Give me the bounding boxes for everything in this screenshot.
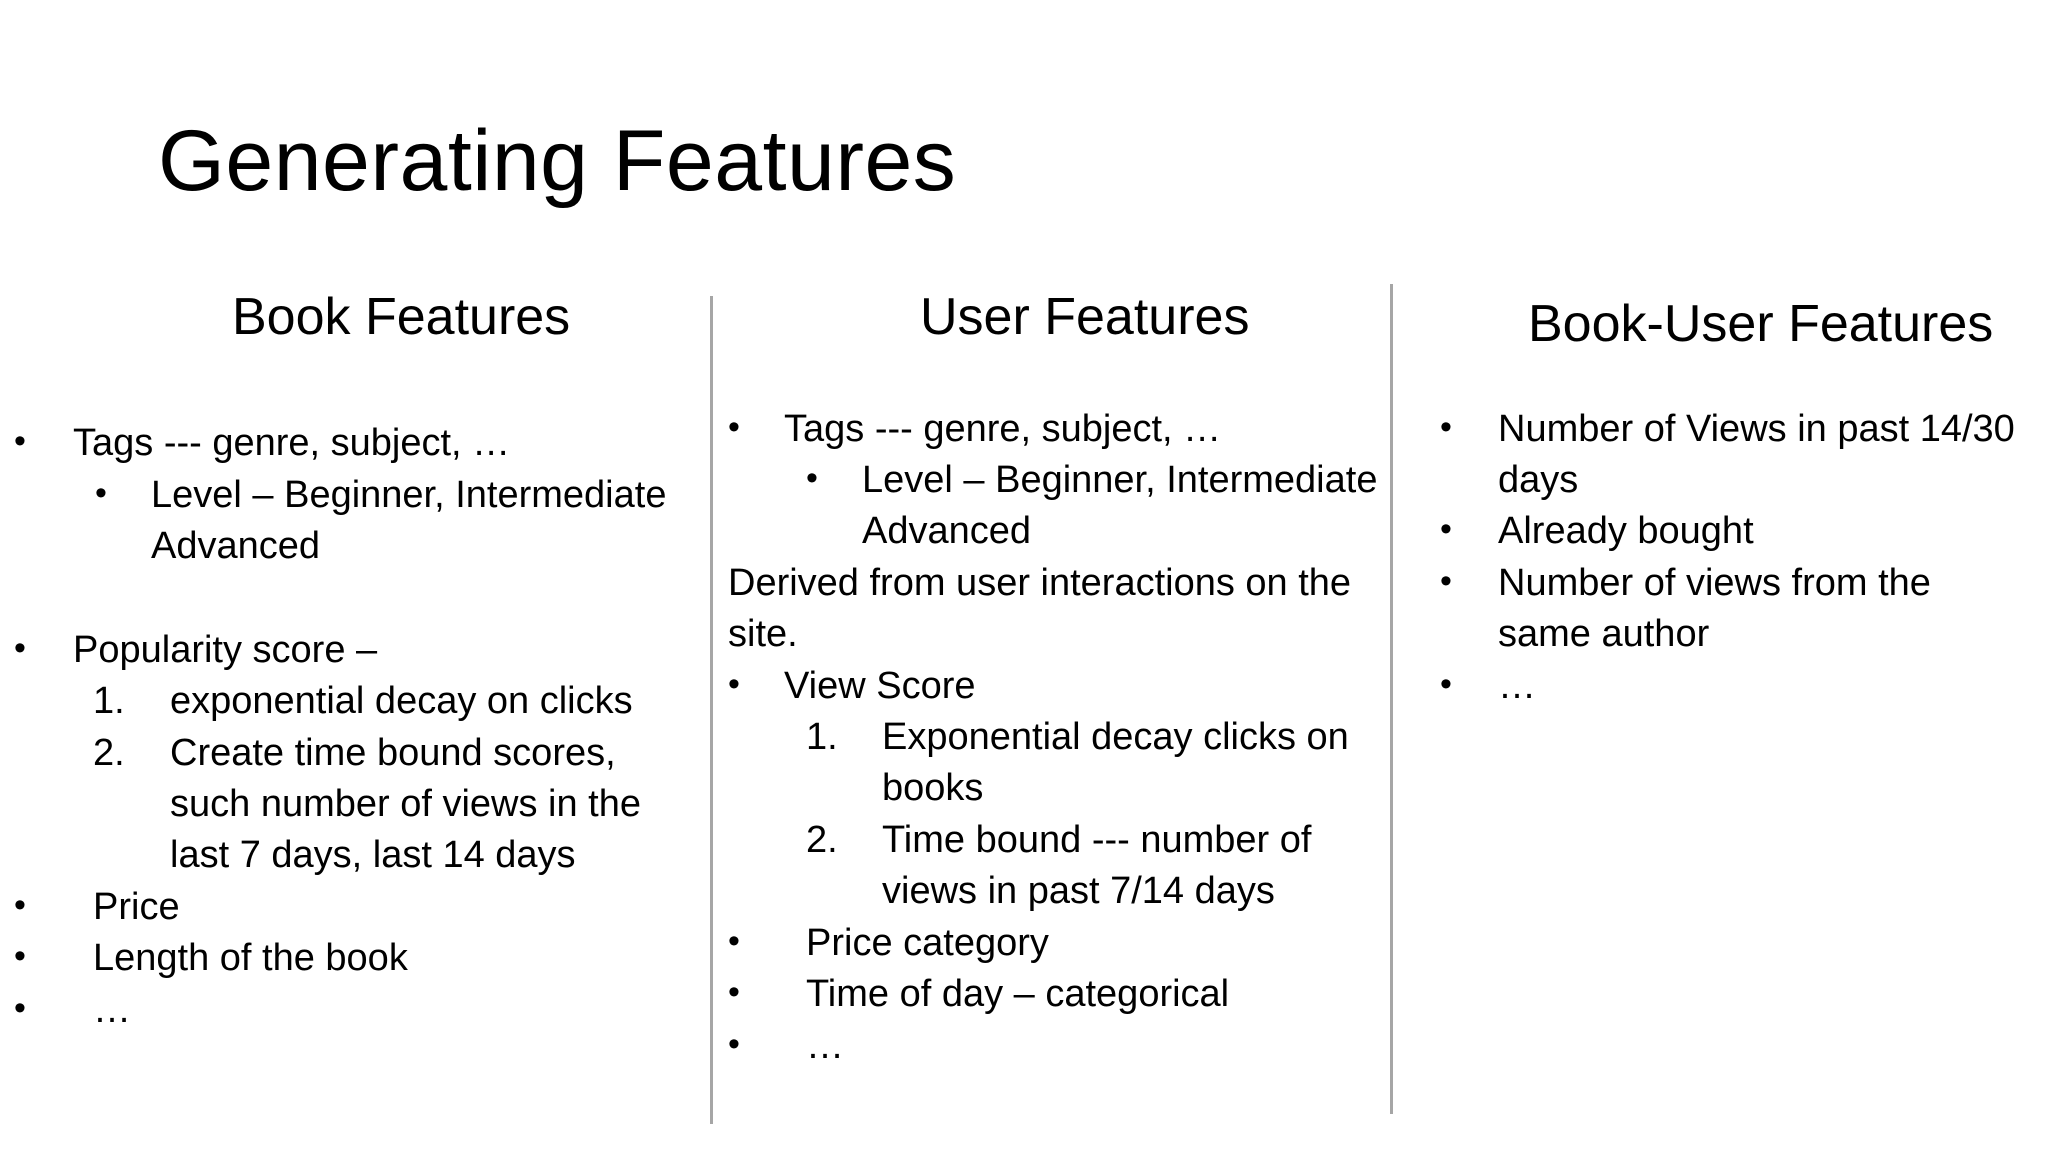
bullet: • [728, 665, 740, 703]
book-pop-item2-line3: last 7 days, last 14 days [170, 834, 576, 876]
bookuser-views-line1: Number of Views in past 14/30 [1498, 408, 2015, 450]
book-pop-item2-line1: Create time bound scores, [170, 732, 616, 774]
user-vs-item2-line2: views in past 7/14 days [882, 870, 1275, 912]
book-level-line1: Level – Beginner, Intermediate [151, 474, 667, 516]
user-ellipsis: … [806, 1025, 844, 1067]
user-derived-line2: site. [728, 613, 798, 655]
column-divider-right [1390, 284, 1393, 1114]
user-features-heading: User Features [920, 288, 1250, 346]
user-tags: Tags --- genre, subject, … [784, 408, 1222, 450]
book-length: Length of the book [93, 937, 408, 979]
list-number: 1. [806, 716, 838, 758]
list-number: 2. [93, 732, 125, 774]
bullet: • [728, 408, 740, 446]
bullet: • [1440, 510, 1452, 548]
book-features-heading: Book Features [232, 288, 571, 346]
book-user-features-heading: Book-User Features [1528, 295, 1994, 353]
user-vs-item2-line1: Time bound --- number of [882, 819, 1312, 861]
bookuser-ellipsis: … [1498, 665, 1536, 707]
bullet: • [14, 886, 26, 924]
bullet: • [14, 629, 26, 667]
bullet: • [806, 459, 818, 497]
slide-title: Generating Features [158, 113, 957, 209]
bullet: • [1440, 408, 1452, 446]
bookuser-views-line2: days [1498, 459, 1579, 501]
bullet: • [1440, 562, 1452, 600]
book-level-line2: Advanced [151, 525, 321, 567]
bookuser-author-line1: Number of views from the [1498, 562, 1931, 604]
user-price-category: Price category [806, 922, 1049, 964]
book-popularity: Popularity score – [73, 629, 378, 671]
book-price: Price [93, 886, 180, 928]
column-divider-left [710, 296, 713, 1124]
user-vs-item1-line1: Exponential decay clicks on [882, 716, 1349, 758]
user-level-line2: Advanced [862, 510, 1032, 552]
list-number: 2. [806, 819, 838, 861]
bullet: • [95, 474, 107, 512]
user-level-line1: Level – Beginner, Intermediate [862, 459, 1378, 501]
list-number: 1. [93, 680, 125, 722]
bullet: • [14, 989, 26, 1027]
bookuser-author-line2: same author [1498, 613, 1710, 655]
book-pop-item2-line2: such number of views in the [170, 783, 642, 825]
user-view-score: View Score [784, 665, 976, 707]
bullet: • [1440, 665, 1452, 703]
bullet: • [728, 973, 740, 1011]
bullet: • [14, 937, 26, 975]
user-vs-item1-line2: books [882, 767, 984, 809]
book-pop-item1: exponential decay on clicks [170, 680, 633, 722]
bullet: • [14, 422, 26, 460]
bookuser-bought: Already bought [1498, 510, 1754, 552]
bullet: • [728, 922, 740, 960]
user-derived-line1: Derived from user interactions on the [728, 562, 1352, 604]
book-ellipsis: … [93, 989, 131, 1031]
book-tags: Tags --- genre, subject, … [73, 422, 511, 464]
bullet: • [728, 1025, 740, 1063]
user-time-of-day: Time of day – categorical [806, 973, 1230, 1015]
